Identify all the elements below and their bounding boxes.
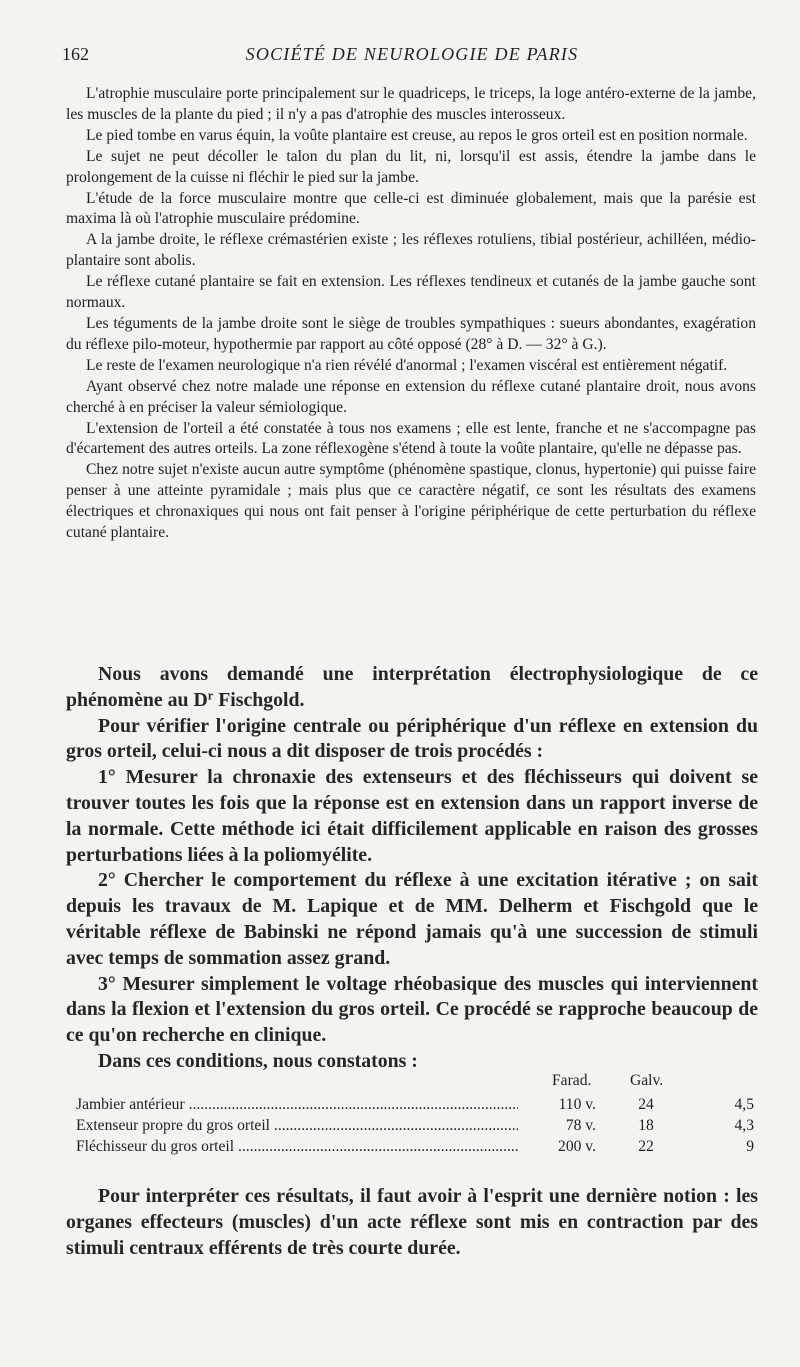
third-value: 4,3 bbox=[734, 1117, 754, 1134]
table-row bbox=[76, 1136, 758, 1157]
muscle-name: Extenseur propre du gros orteil ..... bbox=[76, 1115, 518, 1136]
paragraph: L'étude de la force musculaire montre que celle-ci est diminuée globalement, mais que la parésie est maxima là où l'atrophie musculaire prédomine. bbox=[66, 189, 756, 228]
table-row bbox=[76, 1094, 758, 1115]
intro-text: Nous avons demandé une interprétation électrophysiologique de ce phénomène au D bbox=[66, 663, 758, 711]
running-title: SOCIÉTÉ DE NEUROLOGIE DE PARIS bbox=[245, 44, 579, 64]
closing-section bbox=[66, 1184, 758, 1261]
paragraph: Le sujet ne peut décoller le talon du plan du lit, ni, lorsqu'il est assis, étendre la jambe dans le prolongement de la cuisse ni fléchir le pied sur la jambe. bbox=[66, 147, 756, 186]
galv-value: 22 bbox=[638, 1138, 654, 1155]
third-value: 9 bbox=[746, 1138, 754, 1155]
column-header-galv: Galv. bbox=[630, 1072, 664, 1089]
paragraph: Le réflexe cutané plantaire se fait en extension. Les réflexes tendineux et cutanés de la jambe gauche sont normaux. bbox=[66, 273, 756, 312]
intro-paragraph bbox=[66, 662, 758, 714]
measurement-table bbox=[76, 1070, 758, 1157]
paragraph: A la jambe droite, le réflexe crémastérien existe ; les réflexes rotuliens, tibial postérieur, achilléen, médio-plantaire sont abolis. bbox=[66, 231, 756, 270]
paragraph: Les téguments de la jambe droite sont le siège de troubles sympathiques : sueurs abondantes, exagération du réflexe pilo-moteur, hypothermie par rapport au côté opposé (28° à D. — 32° à G.). bbox=[66, 314, 756, 353]
table-row bbox=[76, 1115, 758, 1136]
paragraph: Dans ces conditions, nous constatons : bbox=[98, 1049, 418, 1072]
table-header bbox=[76, 1070, 758, 1094]
procedure-2: 2° Chercher le comportement du réflexe à une excitation itérative ; on sait depuis les travaux de M. Lapique et de MM. Delherm et Fischgold que le véritable réflexe de Babinski ne répond jamais qu'à une succession de stimuli avec temps de sommation assez grand. bbox=[66, 869, 758, 969]
paragraph: Le pied tombe en varus équin, la voûte plantaire est creuse, au repos le gros orteil est en position normale. bbox=[86, 126, 748, 144]
paragraph: Pour vérifier l'origine centrale ou périphérique d'un réflexe en extension du gros orteil, celui-ci nous a dit disposer de trois procédés : bbox=[66, 714, 758, 763]
page-header bbox=[62, 44, 762, 70]
galv-value: 18 bbox=[638, 1117, 654, 1134]
column-header-farad: Farad. bbox=[552, 1072, 592, 1089]
page-number: 162 bbox=[62, 44, 89, 64]
paragraph: L'atrophie musculaire porte principalement sur le quadriceps, le triceps, la loge antéro-externe de la jambe, les muscles de la plante du pied ; il n'y a pas d'atrophie des muscles interosseux. bbox=[66, 85, 756, 123]
farad-value: 200 v. bbox=[558, 1138, 596, 1155]
case-description bbox=[66, 84, 756, 544]
procedure-1: 1° Mesurer la chronaxie des extenseurs et des fléchisseurs qui doivent se trouver toutes les fois que la réponse est en extension dans un rapport inverse de la normale. Cette méthode ici était difficilement applicable en raison des grosses perturbations liées à la poliomyélite. bbox=[66, 766, 758, 866]
third-value: 4,5 bbox=[734, 1096, 754, 1113]
paragraph: Le reste de l'examen neurologique n'a rien révélé d'anormal ; l'examen viscéral est entièrement négatif. bbox=[86, 356, 728, 374]
paragraph: Ayant observé chez notre malade une réponse en extension du réflexe cutané plantaire droit, nous avons cherché à en préciser la valeur sémiologique. bbox=[66, 377, 756, 416]
electrophysiology-section bbox=[66, 662, 758, 1075]
procedure-3: 3° Mesurer simplement le voltage rhéobasique des muscles qui interviennent dans la flexion et l'extension du gros orteil. Ce procédé se rapproche beaucoup de ce qu'on recherche en clinique. bbox=[66, 972, 758, 1047]
doctor-superscript: r bbox=[207, 688, 214, 703]
muscle-name: Fléchisseur du gros orteil ..... bbox=[76, 1136, 518, 1157]
muscle-name: Jambier antérieur ..... bbox=[76, 1094, 518, 1115]
farad-value: 78 v. bbox=[565, 1117, 596, 1134]
paragraph: Chez notre sujet n'existe aucun autre symptôme (phénomène spastique, clonus, hypertonie) qui puisse faire penser à une atteinte pyramidale ; mais plus que ce caractère négatif, ce sont les résultats des examens électriques et chronaxiques qui nous ont fait penser à l'origine périphérique de cette perturbation du réflexe cutané plantaire. bbox=[66, 461, 756, 542]
galv-value: 24 bbox=[638, 1096, 654, 1113]
intro-name: Fischgold. bbox=[213, 688, 305, 711]
closing-paragraph: Pour interpréter ces résultats, il faut avoir à l'esprit une dernière notion : les organes effecteurs (muscles) d'un acte réflexe sont mis en contraction par des stimuli centraux efférents de très courte durée. bbox=[66, 1185, 758, 1259]
farad-value: 110 v. bbox=[558, 1096, 596, 1113]
paragraph: L'extension de l'orteil a été constatée à tous nos examens ; elle est lente, franche et ne s'accompagne pas d'écartement des autres orteils. La zone réflexogène s'étend à toute la voûte plantaire, qu'elle ne dépasse pas. bbox=[66, 419, 756, 458]
